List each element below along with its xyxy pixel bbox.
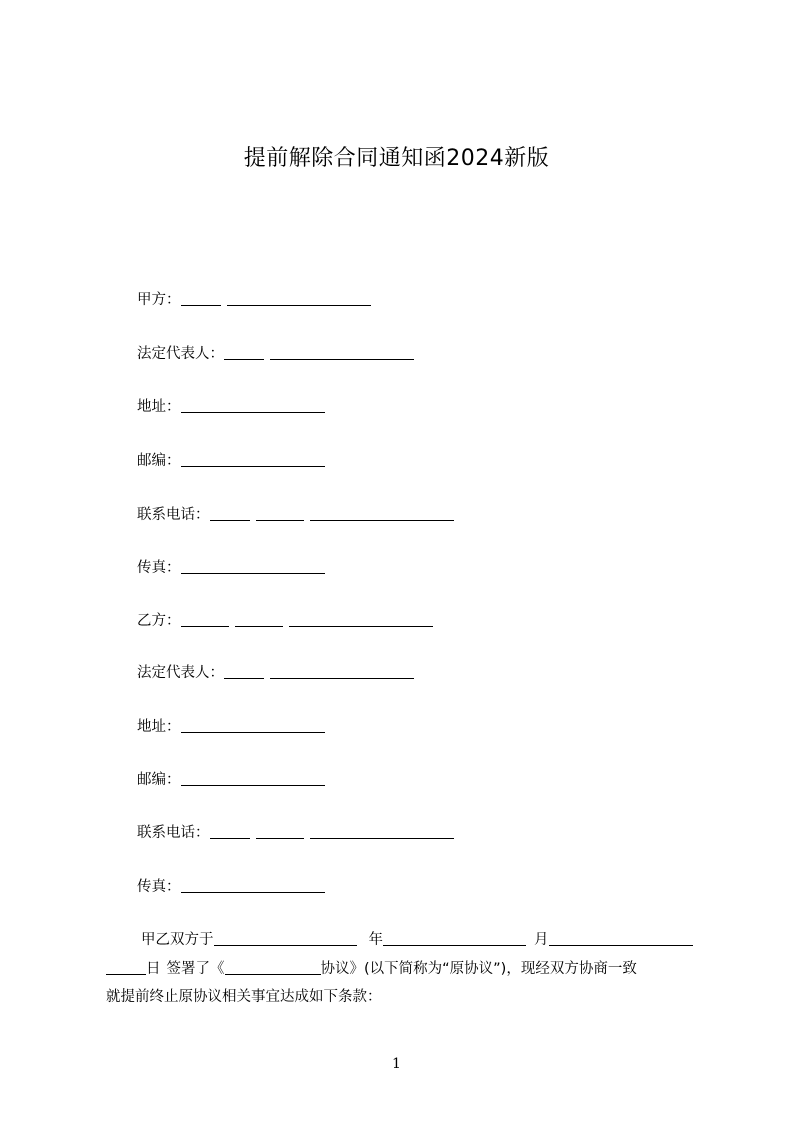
party-a-phone-field <box>137 504 454 526</box>
blank-line <box>214 929 357 946</box>
blank-line <box>210 822 250 839</box>
blank-line <box>224 343 264 360</box>
party-a-address-label: 地址： <box>137 399 181 415</box>
party-a-fax-field <box>137 557 325 579</box>
agreement-text: 协议》(以下简称为“原协议”)，现经双方协商一致 <box>320 961 637 977</box>
paragraph-line-1 <box>141 929 693 951</box>
blank-line <box>256 822 304 839</box>
party-b-rep-label: 法定代表人： <box>137 665 224 681</box>
party-a-rep-label: 法定代表人： <box>137 346 224 362</box>
blank-line <box>235 610 283 627</box>
party-a-name-field <box>137 289 371 311</box>
blank-line <box>181 396 325 413</box>
party-b-phone-label: 联系电话： <box>137 825 210 841</box>
blank-line <box>289 610 433 627</box>
blank-line <box>256 504 304 521</box>
party-a-rep-field <box>137 343 414 365</box>
blank-line <box>227 289 371 306</box>
party-b-postcode-field <box>137 769 325 791</box>
signed-text: 签署了《 <box>166 961 225 977</box>
party-b-rep-field <box>137 662 414 684</box>
blank-line <box>225 958 321 975</box>
blank-line <box>270 662 414 679</box>
blank-line <box>549 929 693 946</box>
blank-line <box>181 716 325 733</box>
party-b-fax-field <box>137 876 325 898</box>
paragraph-line-2 <box>106 958 637 980</box>
blank-line <box>210 504 250 521</box>
blank-line <box>181 876 325 893</box>
document-title: 提前解除合同通知函2024新版 <box>243 146 550 171</box>
party-b-postcode-label: 邮编： <box>137 772 181 788</box>
blank-line <box>224 662 264 679</box>
party-b-name-field <box>137 610 433 632</box>
page-number: 1 <box>392 1056 401 1072</box>
blank-line <box>383 929 526 946</box>
month-label: 月 <box>534 932 549 948</box>
paragraph-line-3: 就提前终止原协议相关事宜达成如下条款： <box>106 989 382 1005</box>
blank-line <box>181 450 325 467</box>
party-a-postcode-field <box>137 450 325 472</box>
party-a-postcode-label: 邮编： <box>137 453 181 469</box>
party-b-fax-label: 传真： <box>137 879 181 895</box>
blank-line <box>106 958 146 975</box>
blank-line <box>270 343 414 360</box>
party-a-phone-label: 联系电话： <box>137 507 210 523</box>
party-a-fax-label: 传真： <box>137 560 181 576</box>
blank-line <box>181 610 229 627</box>
party-a-address-field <box>137 396 325 418</box>
blank-line <box>310 822 454 839</box>
blank-line <box>310 504 454 521</box>
party-b-phone-field <box>137 822 454 844</box>
party-b-address-label: 地址： <box>137 719 181 735</box>
blank-line <box>181 289 221 306</box>
year-label: 年 <box>368 932 383 948</box>
blank-line <box>181 557 325 574</box>
party-a-label: 甲方： <box>137 292 181 308</box>
day-label: 日 <box>146 961 161 977</box>
party-b-label: 乙方： <box>137 613 181 629</box>
blank-line <box>181 769 325 786</box>
paragraph-start: 甲乙双方于 <box>141 932 214 948</box>
party-b-address-field <box>137 716 325 738</box>
